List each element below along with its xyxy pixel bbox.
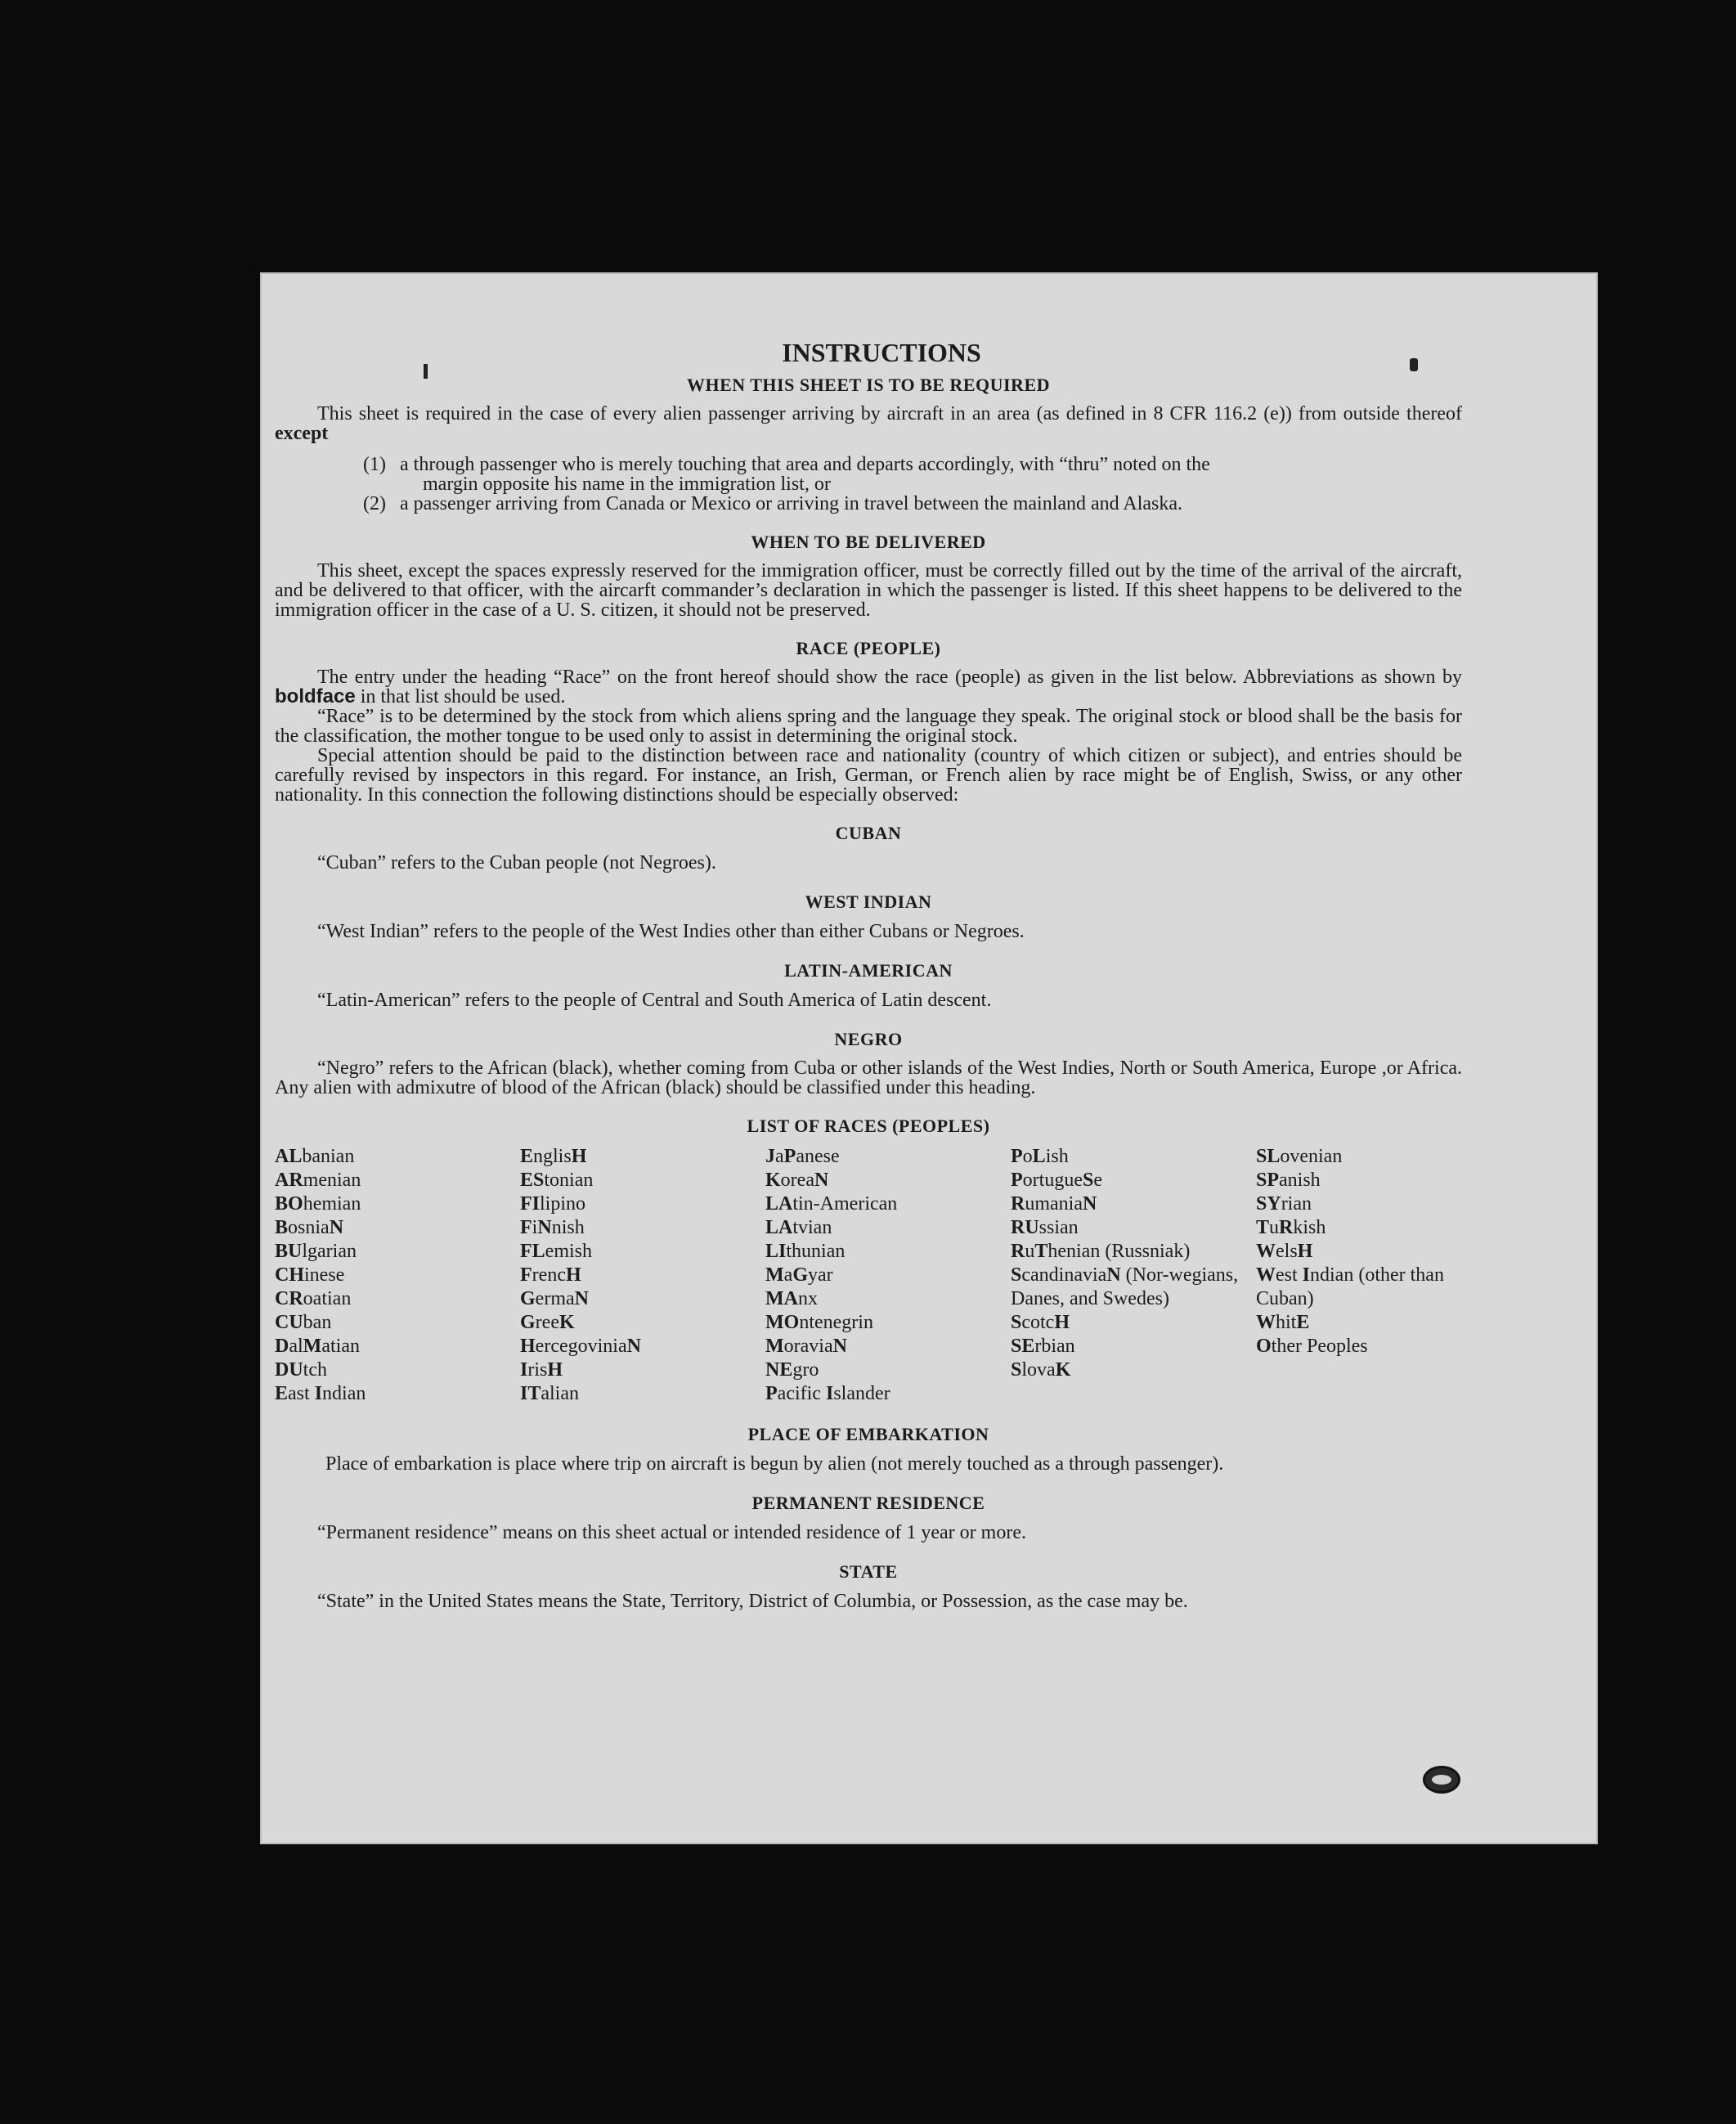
latin-american-text: “Latin-American” refers to the people of Central and South America of Latin descent. <box>317 990 992 1011</box>
race-entry: EStonian <box>520 1170 594 1191</box>
races-list <box>275 1145 1462 1406</box>
race-entry: JaPanese <box>765 1146 840 1167</box>
race-paragraph-1: The entry under the heading “Race” on the front hereof should show the race (people) as given in the list below. Abbreviations as shown by boldface in that list should be used. <box>275 667 1462 707</box>
heading-state: STATE <box>839 1561 898 1582</box>
race-entry: IrisH <box>520 1359 563 1381</box>
race-entry: FiNnish <box>520 1217 585 1238</box>
race-entry: RuThenian (Russniak) <box>1011 1241 1191 1262</box>
race-entry: RUssian <box>1011 1217 1079 1238</box>
heading-negro: NEGRO <box>834 1029 903 1049</box>
race-entry: SlovaK <box>1011 1359 1071 1381</box>
race-entry: GermaN <box>520 1288 589 1309</box>
printer-stamp-icon <box>1423 1766 1460 1794</box>
race-entry: ITalian <box>520 1383 579 1404</box>
race-entry: LIthunian <box>765 1241 846 1262</box>
race-entry: SLovenian <box>1256 1146 1343 1167</box>
instructions-body <box>275 338 1462 1612</box>
race-entry: ARmenian <box>275 1170 361 1191</box>
race-entry: BosniaN <box>275 1217 344 1238</box>
race-entry: MoraviaN <box>765 1336 847 1357</box>
heading-west-indian: WEST INDIAN <box>805 891 932 912</box>
heading-embarkation: PLACE OF EMBARKATION <box>747 1424 989 1444</box>
required-intro: This sheet is required in the case of every alien passenger arriving by aircraft in an area (as defined in 8 CFR 116.2 (e)) from outside thereof except <box>275 403 1462 444</box>
race-entry: MaGyar <box>765 1264 833 1286</box>
west-indian-text: “West Indian” refers to the people of the West Indies other than either Cubans or Negroes. <box>317 921 1025 942</box>
race-column <box>520 1145 765 1406</box>
race-entry: East Indian <box>275 1383 366 1404</box>
race-entry: WhitE <box>1256 1312 1310 1333</box>
race-entry: CRoatian <box>275 1288 352 1309</box>
race-paragraph-3: Special attention should be paid to the distinction between race and nationality (country of which citizen or subject), and entries should be carefully revised by inspectors in this regard. For instance, an Irish, German, or French alien by race might be of English, Swiss, or any other nationality. In this connection the following distinctions should be especially observed: <box>275 745 1462 806</box>
race-column <box>1256 1145 1501 1406</box>
race-entry: ALbanian <box>275 1146 355 1167</box>
race-paragraph-2: “Race” is to be determined by the stock from which aliens spring and the language they speak. The original stock or blood shall be the basis for the classification, the mother tongue to be used only to assist in determining the original stock. <box>275 706 1462 747</box>
race-entry: CUban <box>275 1312 332 1333</box>
race-entry: SErbian <box>1011 1336 1075 1357</box>
race-entry: FrencH <box>520 1264 581 1286</box>
race-entry: Other Peoples <box>1256 1336 1368 1357</box>
race-column <box>275 1145 520 1406</box>
race-entry: WelsH <box>1256 1241 1313 1262</box>
race-entry: MAnx <box>765 1288 818 1309</box>
race-entry: SYrian <box>1256 1193 1312 1215</box>
embarkation-text: Place of embarkation is place where trip on aircraft is begun by alien (not merely touched as a through passenger). <box>325 1453 1224 1475</box>
race-entry: CHinese <box>275 1264 345 1286</box>
cuban-text: “Cuban” refers to the Cuban people (not Negroes). <box>317 852 716 873</box>
race-entry: MOntenegrin <box>765 1312 873 1333</box>
race-entry: TuRkish <box>1256 1217 1326 1238</box>
heading-delivered: WHEN TO BE DELIVERED <box>751 532 986 552</box>
list-item: (1) a through passenger who is merely touching that area and departs accordingly, with “thru” noted on the margin opposite his name in the immigration list, or <box>363 454 1210 495</box>
state-text: “State” in the United States means the State, Territory, District of Columbia, or Possession, as the case may be. <box>317 1591 1188 1612</box>
page-title: INSTRUCTIONS <box>782 338 981 367</box>
race-entry: PortugueSe <box>1011 1170 1102 1191</box>
race-entry: RumaniaN <box>1011 1193 1097 1215</box>
race-entry: ScandinaviaN (Nor-wegians, Danes, and Swedes) <box>1011 1264 1239 1309</box>
race-entry: HercegoviniaN <box>520 1336 641 1357</box>
residence-text: “Permanent residence” means on this sheet actual or intended residence of 1 year or more. <box>317 1522 1026 1543</box>
race-entry: LAtvian <box>765 1217 832 1238</box>
race-entry: BUlgarian <box>275 1241 357 1262</box>
race-entry: NEgro <box>765 1359 819 1381</box>
race-entry: DalMatian <box>275 1336 360 1357</box>
heading-latin-american: LATIN-AMERICAN <box>784 960 953 981</box>
heading-residence: PERMANENT RESIDENCE <box>751 1493 985 1513</box>
race-entry: LAtin-American <box>765 1193 898 1215</box>
race-entry: FLemish <box>520 1241 592 1262</box>
race-entry: BOhemian <box>275 1193 361 1215</box>
heading-race: RACE (PEOPLE) <box>796 638 941 658</box>
race-entry: Pacific Islander <box>765 1383 890 1404</box>
race-column <box>765 1145 1011 1406</box>
race-entry: EnglisH <box>520 1146 587 1167</box>
heading-list-of-races: LIST OF RACES (PEOPLES) <box>747 1116 990 1136</box>
document-page <box>260 272 1598 1844</box>
race-entry: SPanish <box>1256 1170 1321 1191</box>
race-entry: FIlipino <box>520 1193 586 1215</box>
negro-text: “Negro” refers to the African (black), whether coming from Cuba or other islands of the West Indies, North or South America, Europe ,or Africa. Any alien with admixutre of blood of the African (black) should be classified under this heading. <box>275 1058 1462 1098</box>
race-entry: ScotcH <box>1011 1312 1070 1333</box>
race-column <box>1011 1145 1256 1406</box>
heading-required: WHEN THIS SHEET IS TO BE REQUIRED <box>686 375 1051 395</box>
heading-cuban: CUBAN <box>835 823 902 843</box>
race-entry: PoLish <box>1011 1146 1069 1167</box>
race-entry: DUtch <box>275 1359 327 1381</box>
list-item: (2) a passenger arriving from Canada or Mexico or arriving in travel between the mainland and Alaska. <box>363 493 1182 514</box>
race-entry: GreeK <box>520 1312 575 1333</box>
race-entry: KoreaN <box>765 1170 829 1191</box>
race-entry: West Indian (other than Cuban) <box>1256 1264 1444 1309</box>
delivered-text: This sheet, except the spaces expressly reserved for the immigration officer, must be correctly filled out by the time of the arrival of the aircraft, and be delivered to that officer, with the aircarft commander’s declaration in which the passenger is listed. If this sheet happens to be delivered to the immigration officer in the case of a U. S. citizen, it should not be preserved. <box>275 560 1462 621</box>
